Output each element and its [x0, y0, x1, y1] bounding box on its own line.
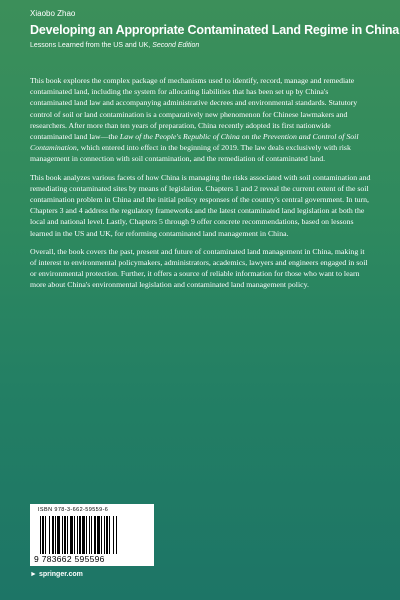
isbn-label: ISBN 978-3-662-59559-6 [38, 507, 109, 513]
edition-label: Second Edition [152, 42, 200, 49]
arrow-icon: ► [30, 571, 37, 578]
author-name: Xiaobo Zhao [30, 9, 76, 18]
barcode-box [30, 504, 154, 566]
blurb [30, 75, 372, 298]
publisher-url: springer.com [38, 571, 83, 578]
blurb-paragraph-2: This book analyzes various facets of how China is managing the risks associated with soil contamination and remediating contaminated sites by means of legislation. Chapters 1 and 2 reveal the current extent of the soil contamination problem in China and the initial policy responses of the country's central government. In turn, Chapters 3 and 4 address the regulatory frameworks and the latest contaminated land legislation at both the local and national level. Lastly, Chapters 5 through 9 offer concrete recommendations, based on lessons learned in the US and UK, for reforming contaminated land management in China. [30, 172, 371, 238]
book-subtitle [30, 42, 199, 49]
law-title: Law of the People's Republic of China on the Prevention and Control of Soil Contamination [30, 132, 359, 153]
publisher-link[interactable] [30, 571, 83, 578]
barcode-number: 9 783662 595596 [34, 554, 105, 564]
blurb-paragraph-3: Overall, the book covers the past, present and future of contaminated land management in China, making it of interest to environmental policymakers, administrators, academics, lawyers and engineers engaged in soil or environmental protection. Further, it offers a source of reliable information for those who want to learn more about China's environmental legislation and contaminated land management policy. [30, 246, 368, 290]
book-title: Developing an Appropriate Contaminated Land Regime in China [30, 23, 400, 37]
barcode-icon [40, 516, 144, 554]
blurb-paragraph-1: This book explores the complex package of mechanisms used to identify, record, manage and remediate contaminated land, including the system for allocating liabilities that has been set up by China's contaminated land law and accompanying administrative decrees and environmental standards. Statutory control of soil or land contamination is a comparatively new phenomenon for Chinese lawmakers and researchers. After more than ten years of preparation, China recently adopted its first nationwide contaminated land law—the Law of the People's Republic of China on the Prevention and Control of Soil Contamination, which entered into effect in the beginning of 2019. The law deals exclusively with risk management in connection with soil contamination, and the remediation of contaminated land. [30, 76, 359, 164]
subtitle-text: Lessons Learned from the US and UK, [30, 42, 153, 49]
